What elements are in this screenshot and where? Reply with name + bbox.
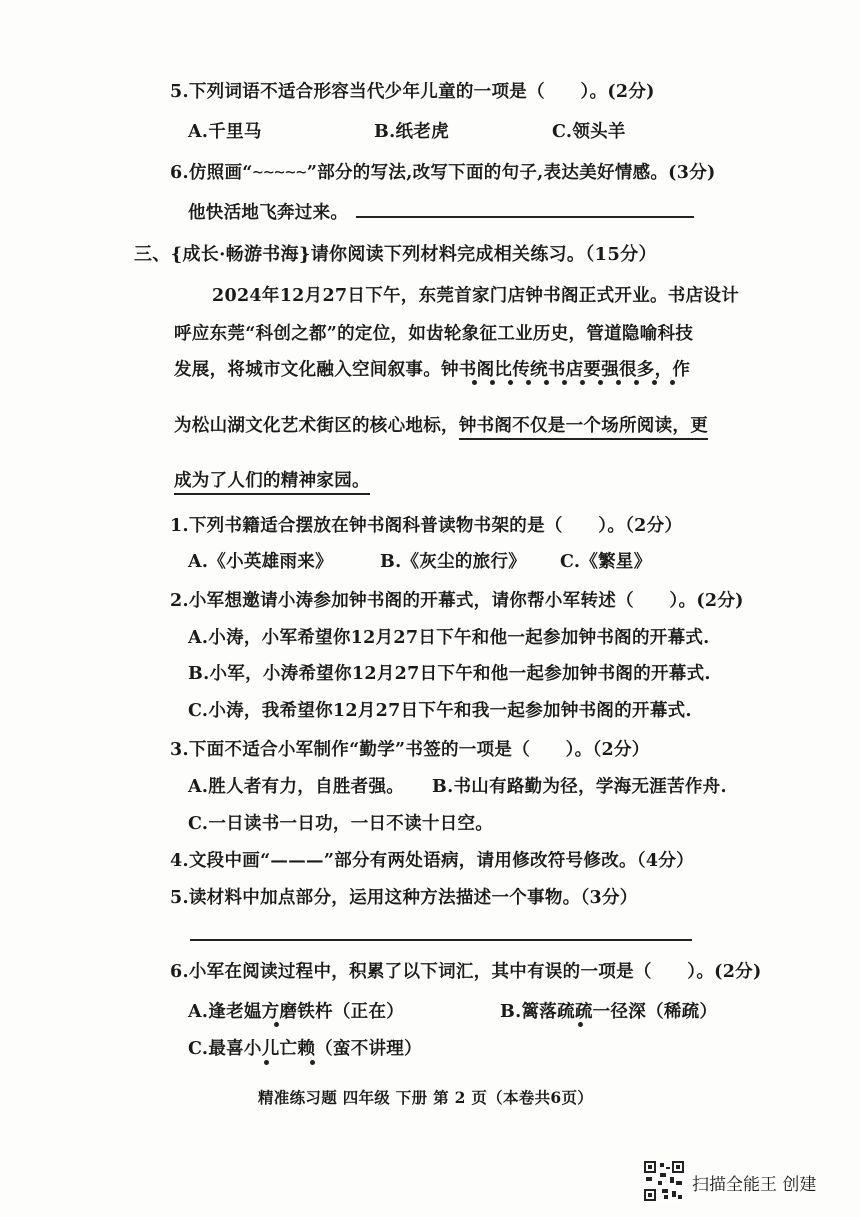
question-6-stem-before: 6.仿照画“ xyxy=(170,163,253,183)
question-5-option-b: B.纸老虎 xyxy=(374,122,449,142)
emphasis-dots xyxy=(262,1060,322,1066)
scanner-brand-label: 扫描全能王 创建 xyxy=(692,1175,817,1195)
s3-question-1-stem: 1.下列书籍适合摆放在钟书阁科普读物书架的是（ ）。（2分） xyxy=(170,516,683,536)
qr-code-icon xyxy=(644,1161,684,1201)
passage-line-4 xyxy=(174,412,708,437)
passage-line-5 xyxy=(174,467,370,492)
question-6-stem xyxy=(170,159,716,184)
passage-line-3 xyxy=(174,356,690,381)
question-6-stem-after: ”部分的写法,改写下面的句子,表达美好情感。(3分) xyxy=(306,163,716,183)
s3-question-2-stem: 2.小军想邀请小涛参加钟书阁的开幕式，请你帮小军转述（ ）。(2分) xyxy=(170,591,744,611)
s3-question-1-option-c: C.《繁星》 xyxy=(560,552,652,572)
s3-question-3-option-c: C.一日读书一日功，一日不读十日空。 xyxy=(188,814,494,834)
s3-question-5-stem: 5.读材料中加点部分，运用这种方法描述一个事物。（3分） xyxy=(170,888,638,908)
s3-question-6-option-a: A.逢老媪方磨铁杵（正在） xyxy=(188,1002,405,1022)
passage-line-1: 2024年12月27日下午，东莞首家门店钟书阁正式开业。书店设计 xyxy=(212,286,740,306)
s3-question-1-option-b: B.《灰尘的旅行》 xyxy=(380,552,527,572)
question-5-option-c: C.领头羊 xyxy=(552,122,626,142)
s3-question-6-option-b: B.篱落疏疏一径深（稀疏） xyxy=(500,1002,718,1022)
s3-question-3-option-a: A.胜人者有力，自胜者强。 xyxy=(188,777,405,797)
question-5-stem: 5.下列词语不适合形容当代少年儿童的一项是（ ）。(2分) xyxy=(170,82,655,102)
answer-blank-line xyxy=(190,939,692,941)
s3-question-4-stem: 4.文段中画“———”部分有两处语病，请用修改符号修改。（4分） xyxy=(170,851,694,871)
page-footer: 精准练习题 四年级 下册 第 2 页（本卷共6页） xyxy=(258,1088,594,1107)
underlined-sentence: 钟书阁不仅是一个场所阅读，更 xyxy=(459,416,708,440)
passage-line-3-tail: ，作 xyxy=(654,360,691,380)
passage-line-4-text: 为松山湖文化艺术街区的核心地标， xyxy=(174,416,459,436)
s3-question-2-option-b: B.小军，小涛希望你12月27日下午和他一起参加钟书阁的开幕式. xyxy=(188,664,711,684)
passage-line-2: 呼应东莞“科创之都”的定位，如齿轮象征工业历史，管道隐喻科技 xyxy=(174,324,694,344)
emphasis-dots xyxy=(264,1022,294,1028)
wavy-line-sample: ~~~~~ xyxy=(252,163,307,183)
s3-question-6-stem: 6.小军在阅读过程中，积累了以下词汇，其中有误的一项是（ ）。(2分) xyxy=(170,962,762,982)
s3-question-3-stem: 3.下面不适合小军制作“勤学”书签的一项是（ ）。（2分） xyxy=(170,740,650,760)
passage-line-3-text: 发展，将城市文化融入空间叙事。 xyxy=(174,360,441,380)
answer-blank-line xyxy=(356,216,694,218)
dotted-emphasis-sentence: 钟书阁比传统书店要强很多 xyxy=(441,360,655,380)
question-5-option-a: A.千里马 xyxy=(188,122,262,142)
s3-question-3-option-b: B.书山有路勤为径，学海无涯苦作舟. xyxy=(432,777,727,797)
section-3-heading: 三、{成长·畅游书海}请你阅读下列材料完成相关练习。（15分） xyxy=(134,244,657,265)
s3-question-2-option-a: A.小涛，小军希望你12月27日下午和他一起参加钟书阁的开幕式. xyxy=(188,628,710,648)
emphasis-dots xyxy=(466,380,686,386)
question-6-sentence: 他快活地飞奔过来。 xyxy=(188,203,349,223)
underlined-sentence-end: 成为了人们的精神家园。 xyxy=(174,471,370,495)
s3-question-1-option-a: A.《小英雄雨来》 xyxy=(188,552,333,572)
s3-question-6-option-c: C.最喜小儿亡赖（蛮不讲理） xyxy=(188,1039,422,1059)
emphasis-dots xyxy=(576,1022,606,1028)
s3-question-2-option-c: C.小涛，我希望你12月27日下午和我一起参加钟书阁的开幕式. xyxy=(188,701,692,721)
